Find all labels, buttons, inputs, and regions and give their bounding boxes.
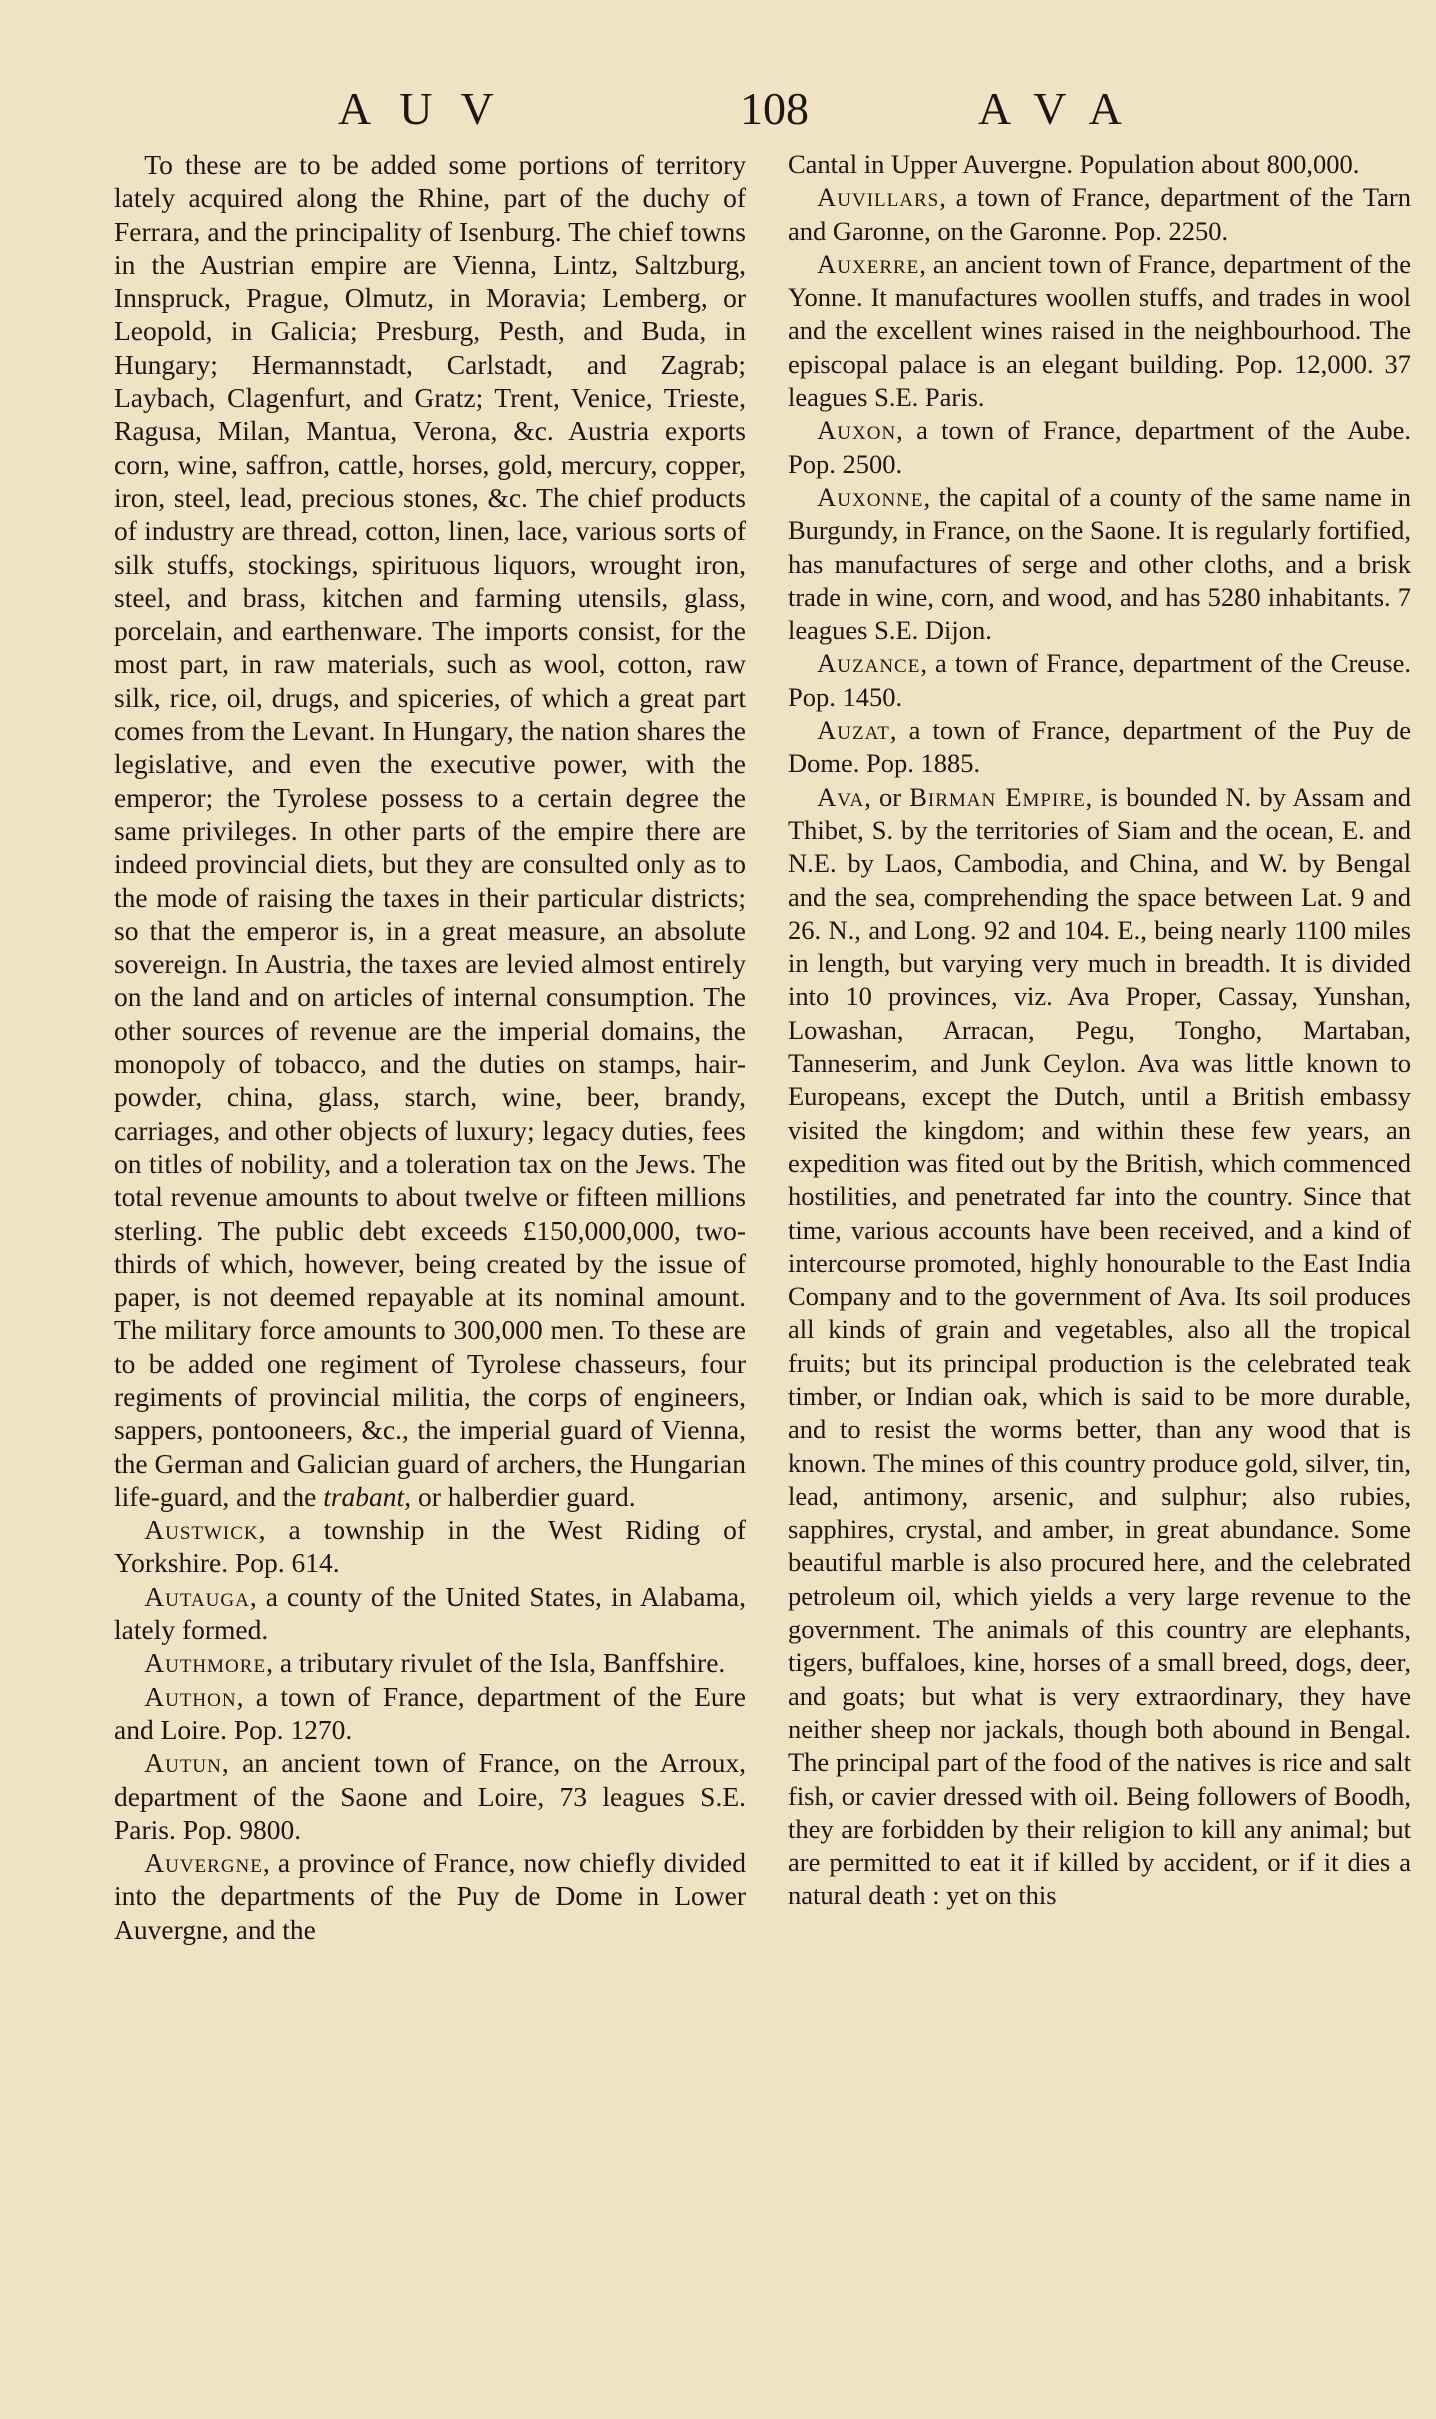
headword: Auxon: [817, 415, 897, 446]
headword: Authmore: [144, 1647, 267, 1679]
entry-text: , a town of France, department of the Eure and Loire. Pop. 1270.: [114, 1680, 746, 1745]
entry-text: , a town of France, department of the Puy de Dome. Pop. 1885.: [788, 715, 1411, 779]
entry-authmore: [114, 1646, 746, 1679]
entry-text: To these are to be added some portions of territory lately acquired along the Rhine, part of the duchy of Ferrara, and the principality of Isenburg. The chief towns in the Austrian empire are Vienna, Lintz, Saltzburg, Innspruck, Prague, Olmutz, in Moravia; Lemberg, or Leopold, in Galicia; Presburg, Pesth, and Buda, in Hungary; Hermannstadt, Carlstadt, and Zagrab; Laybach, Clagenfurt, and Gratz; Trent, Venice, Trieste, Ragusa, Milan, Mantua, Verona, &c. Austria exports corn, wine, saffron, cattle, horses, gold, mercury, copper, iron, steel, lead, precious stones, &c. The chief products of industry are thread, cotton, linen, lace, various sorts of silk stuffs, stockings, spirituous liquors, wrought iron, steel, and brass, kitchen and farming utensils, glass, porcelain, and earthenware. The imports consist, for the most part, in raw materials, such as wool, cotton, raw silk, rice, oil, drugs, and spiceries, of which a great part comes from the Levant. In Hungary, the nation shares the legislative, and even the executive power, with the emperor; the Tyrolese possess to a certain degree the same privileges. In other parts of the empire there are indeed provincial diets, but they are consulted only as to the mode of raising the taxes in their particular districts; so that the emperor is, in a great measure, an absolute sovereign. In Austria, the taxes are levied almost entirely on the land and on articles of internal consumption. The other sources of revenue are the imperial domains, the monopoly of tobacco, and the duties on stamps, hair-powder, china, glass, starch, wine, beer, brandy, carriages, and other objects of luxury; legacy duties, fees on titles of nobility, and a toleration tax on the Jews. The total revenue amounts to about twelve or fifteen millions sterling. The public debt exceeds £150,000,000, two-thirds of which, however, being created by the issue of paper, is not deemed repayable at its nominal amount. The military force amounts to 300,000 men. To these are to be added one regiment of Tyrolese chasseurs, four regiments of provincial militia, the corps of engineers, sappers, pontooneers, &c., the imperial guard of Vienna, the German and Galician guard of archers, the Hungarian life-guard, and the: [114, 149, 746, 1512]
entry-authon: [114, 1680, 746, 1747]
entry-text: , or: [864, 781, 910, 812]
entry-text: , a tributary rivulet of the Isla, Banffshire.: [266, 1647, 726, 1679]
headword: Authon: [144, 1680, 237, 1712]
headword: Auzat: [817, 715, 890, 746]
headword: Auzance: [817, 648, 921, 679]
entry-text: Cantal in Upper Auvergne. Population about 800,000.: [788, 149, 1360, 179]
left-column: [114, 148, 746, 1946]
entry-auzance: [788, 647, 1411, 714]
entry-auxonne: [788, 481, 1411, 647]
entry-autauga: [114, 1580, 746, 1647]
entry-text: , a province of France, now chiefly divided into the departments of the Puy de Dome in Lower Auvergne, and the: [114, 1847, 746, 1945]
header-right-guide-word: AVA: [978, 83, 1150, 134]
entry-autun: [114, 1746, 746, 1846]
headword: Auvillars: [817, 182, 940, 213]
headword: Auvergne: [144, 1847, 263, 1879]
entry-auxon: [788, 414, 1411, 481]
headword: Ava: [817, 781, 865, 812]
entry-continuation: [788, 148, 1411, 181]
headword: Auxonne: [817, 481, 924, 512]
entry-text: , the capital of a county of the same name in Burgundy, in France, on the Saone. It is regularly fortified, has manufactures of serge and other cloths, and a brisk trade in wine, corn, and wood, and has 5280 inhabitants. 7 leagues S.E. Dijon.: [788, 481, 1411, 646]
entry-text-continued: , is bounded N. by Assam and Thibet, S. by the territories of Siam and the ocean, E. and N.E. by Laos, Cambodia, and China, and W. by Bengal and the sea, comprehending the space between Lat. 9 and 26. N., and Long. 92 and 104. E., being nearly 1100 miles in length, but varying very much in breadth. It is divided into 10 provinces, viz. Ava Proper, Cassay, Yunshan, Lowashan, Arracan, Pegu, Tongho, Martaban, Tanneserim, and Junk Ceylon. Ava was little known to Europeans, except the Dutch, until a British embassy visited the kingdom; and within these few years, an expedition was fited out by the British, which commenced hostilities, and penetrated far into the country. Since that time, various accounts have been received, and a kind of intercourse promoted, highly honourable to the East India Company and to the government of Ava. Its soil produces all kinds of grain and vegetables, also all the tropical fruits; but its principal production is the celebrated teak timber, or Indian oak, which is said to be more durable, and to resist the worms better, than any wood that is known. The mines of this country produce gold, silver, tin, lead, antimony, arsenic, and sulphur; also rubies, sapphires, crystal, and amber, in great abundance. Some beautiful marble is also procured here, and the celebrated petroleum oil, which yields a very large revenue to the government. The animals of this country are elephants, tigers, buffaloes, kine, horses of a small breed, dogs, deer, and goats; but what is very extraordinary, they have neither sheep nor jackals, though both abound in Bengal. The principal part of the food of the natives is rice and salt fish, or cavier dressed with oil. Being followers of Boodh, they are forbidden by their religion to kill any animal; but are permitted to eat it if killed by accident, or if it dies a natural death : yet on this: [788, 781, 1411, 1911]
entry-text: , a town of France, department of the Aube. Pop. 2500.: [788, 415, 1411, 479]
entry-auvillars: [788, 181, 1411, 248]
entry-italic-term: trabant: [323, 1480, 405, 1512]
entry-auxerre: [788, 248, 1411, 414]
entry-austwick: [114, 1513, 746, 1580]
headword: Auxerre: [817, 248, 920, 279]
entry-text: , an ancient town of France, department of the Yonne. It manufactures woollen stuffs, and trades in wool and the excellent wines raised in the neighbourhood. The episcopal palace is an elegant building. Pop. 12,000. 37 leagues S.E. Paris.: [788, 248, 1411, 413]
entry-text-tail: , or halberdier guard.: [404, 1480, 636, 1512]
headword: Autun: [144, 1747, 222, 1779]
headword-secondary: Birman Empire: [909, 781, 1086, 812]
entry-ava: [788, 781, 1411, 1913]
entry-text: , a town of France, department of the Creuse. Pop. 1450.: [788, 648, 1411, 712]
entry-text: , a county of the United States, in Alabama, lately formed.: [114, 1580, 746, 1646]
page-number: 108: [740, 83, 809, 134]
headword: Austwick: [144, 1514, 259, 1546]
entry-paragraph: [114, 148, 746, 1513]
entry-auzat: [788, 714, 1411, 781]
header-left-guide-word: AUV: [338, 83, 522, 134]
entry-text: , a town of France, department of the Tarn and Garonne, on the Garonne. Pop. 2250.: [788, 182, 1411, 246]
entry-text: , a township in the West Riding of Yorkshire. Pop. 614.: [114, 1514, 746, 1579]
right-column: [788, 148, 1411, 1913]
entry-text: , an ancient town of France, on the Arroux, department of the Saone and Loire, 73 leagues S.E. Paris. Pop. 9800.: [114, 1747, 746, 1845]
headword: Autauga: [144, 1580, 250, 1612]
entry-auvergne: [114, 1846, 746, 1946]
running-header: [0, 82, 1436, 142]
